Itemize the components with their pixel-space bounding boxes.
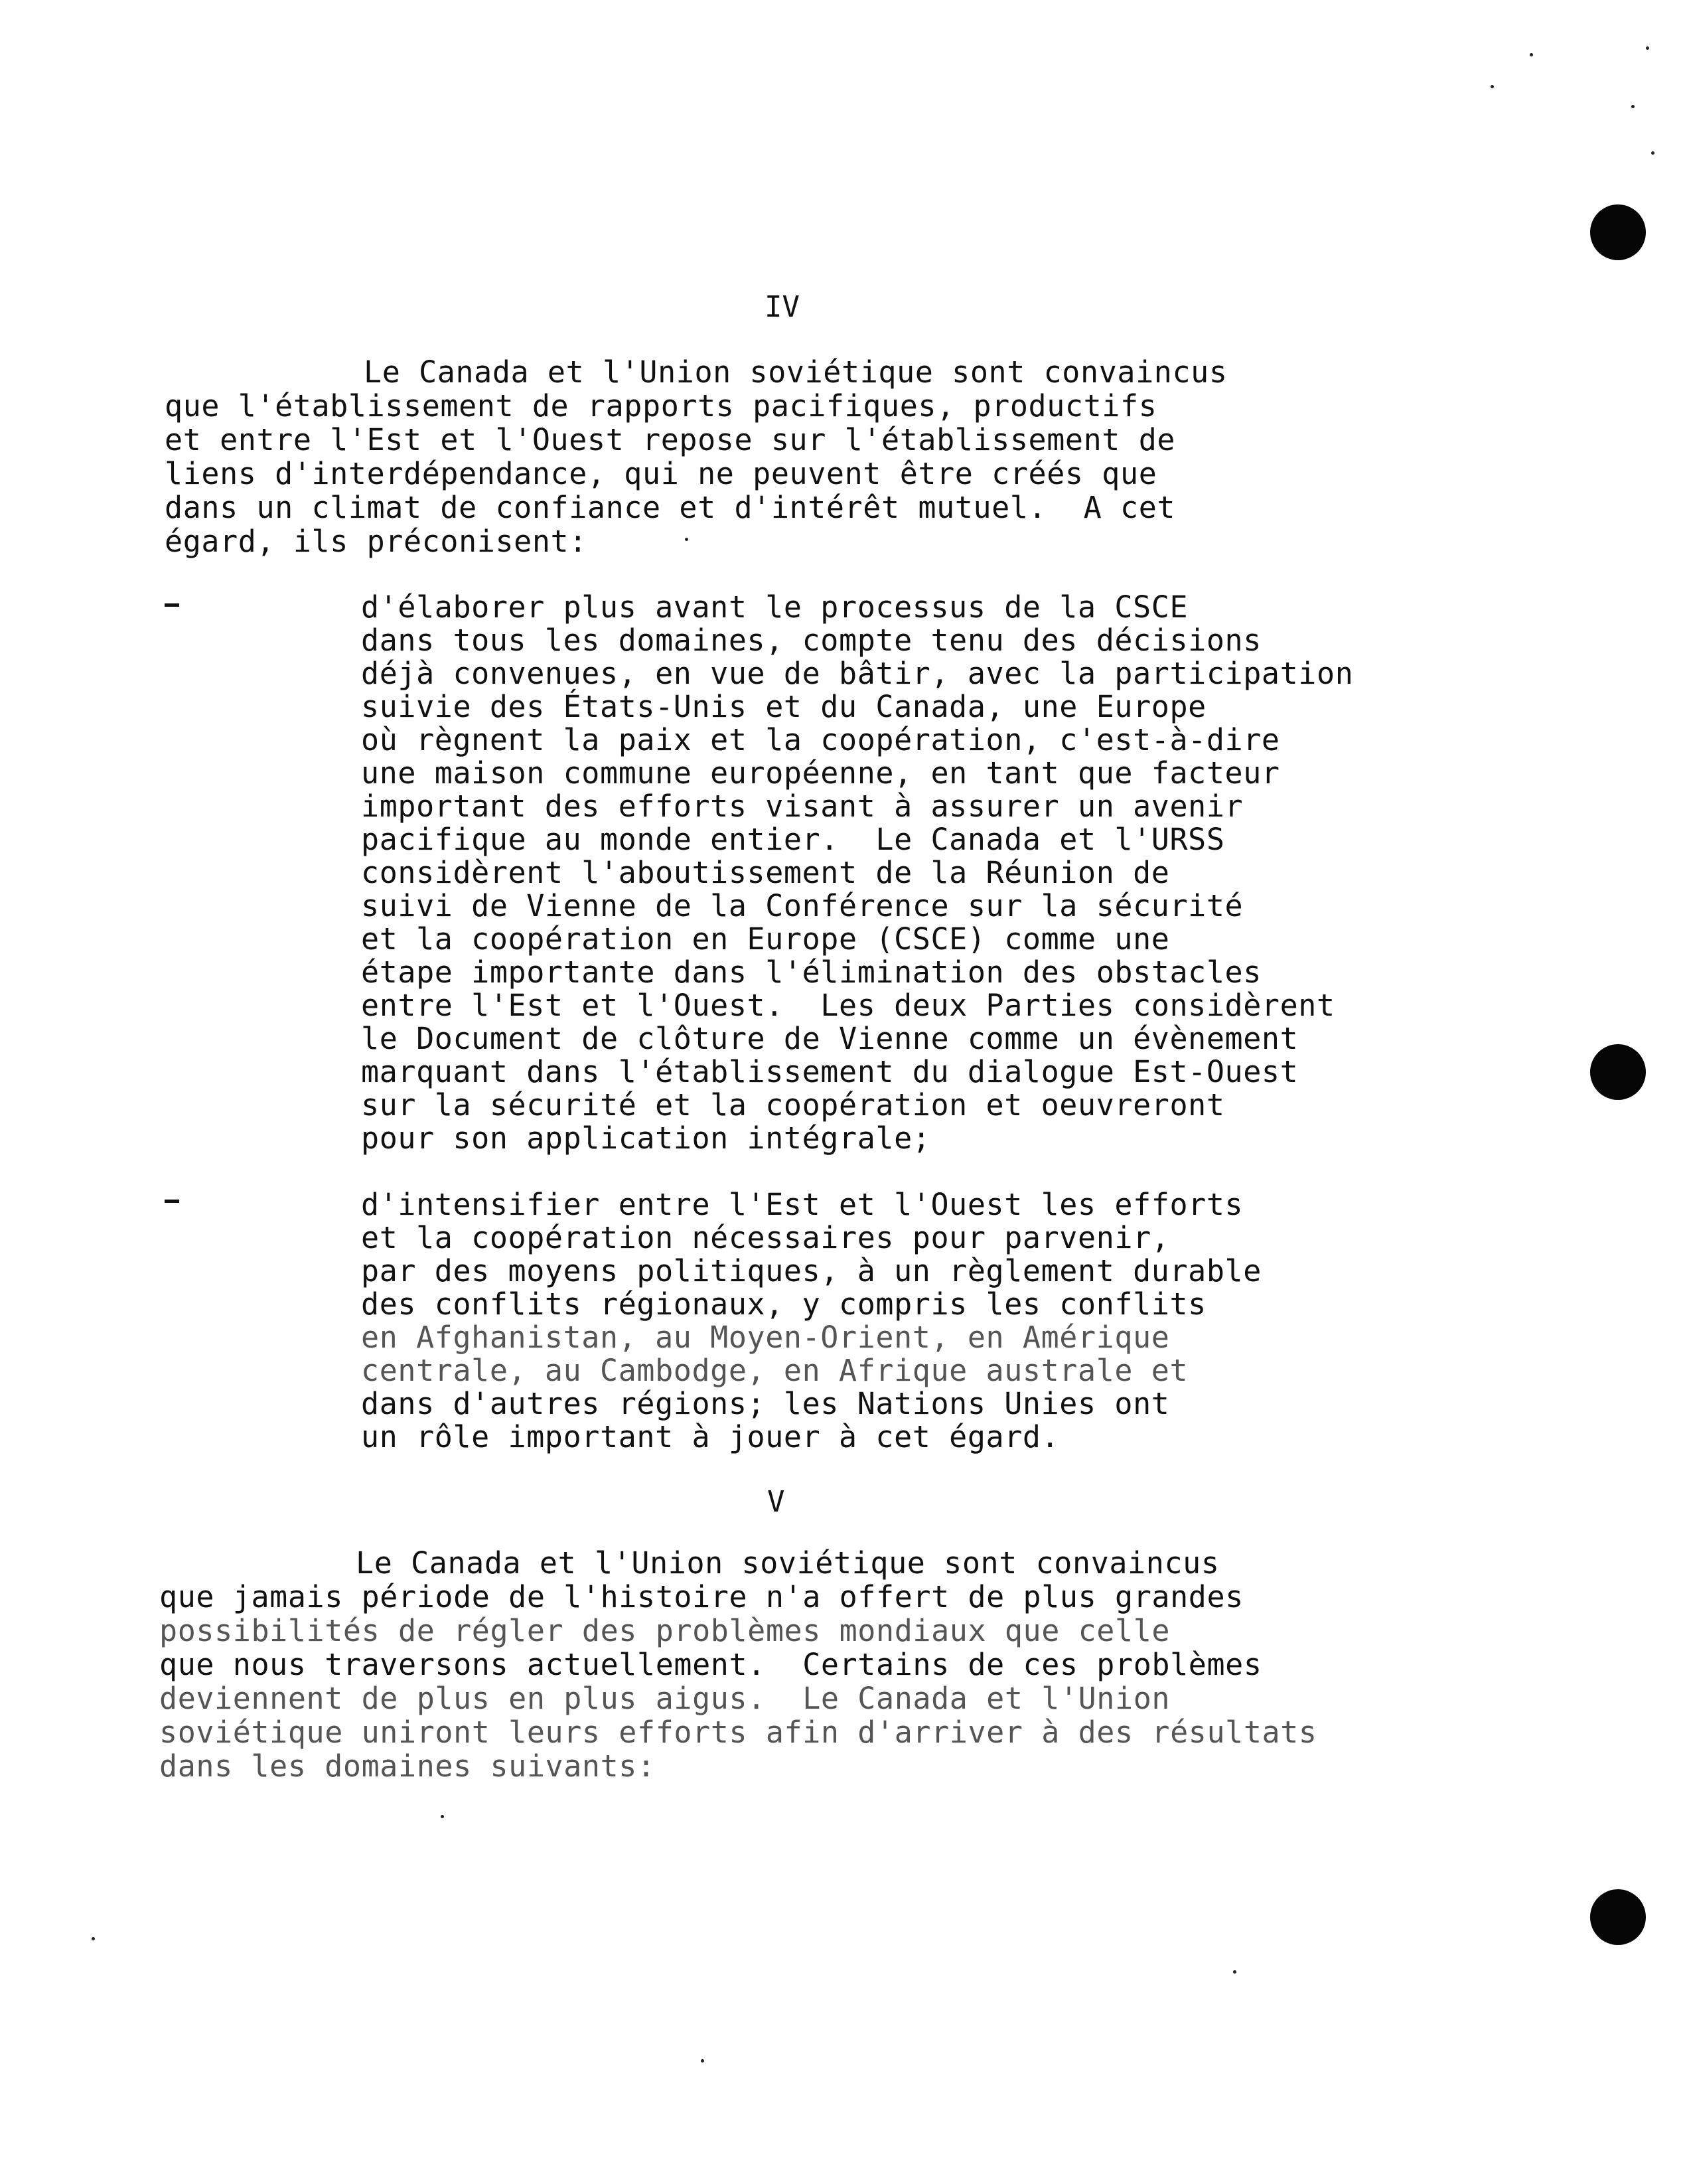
bullet-line: et la coopération en Europe (CSCE) comme une [361,921,1170,957]
scan-speck [685,538,688,541]
bullet-line: marquant dans l'établissement du dialogue Est-Ouest [361,1054,1299,1089]
bullet-line: sur la sécurité et la coopération et oeuvreront [361,1087,1225,1123]
bullet-line: important des efforts visant à assurer un avenir [361,789,1244,824]
bullet-line: le Document de clôture de Vienne comme un évènement [361,1021,1299,1056]
scan-speck [1530,53,1533,56]
bullet-line: centrale, au Cambodge, en Afrique australe et [361,1353,1189,1388]
bullet-dash [165,1200,179,1203]
scan-speck [1651,151,1654,155]
intro-line: et entre l'Est et l'Ouest repose sur l'établissement de [165,422,1176,457]
bullet-line: considèrent l'aboutissement de la Réunion de [361,855,1170,890]
intro-line: Le Canada et l'Union soviétique sont convaincus [356,1545,1220,1581]
intro-line: soviétique uniront leurs efforts afin d'arriver à des résultats [159,1715,1317,1750]
bullet-line: suivi de Vienne de la Conférence sur la sécurité [361,888,1244,923]
scan-speck [1233,1970,1236,1974]
intro-line: que jamais période de l'histoire n'a offert de plus grandes [159,1579,1244,1614]
intro-line: égard, ils préconisent: [165,524,587,559]
intro-line: que l'établissement de rapports pacifiques, productifs [165,388,1157,424]
bullet-line: déjà convenues, en vue de bâtir, avec la participation [361,656,1354,691]
intro-line: possibilités de régler des problèmes mondiaux que celle [159,1613,1171,1648]
bullet-line: en Afghanistan, au Moyen-Orient, en Amérique [361,1320,1170,1355]
bullet-line: dans tous les domaines, compte tenu des décisions [361,623,1262,658]
intro-line: deviennent de plus en plus aigus. Le Canada et l'Union [159,1681,1171,1716]
bullet-line: d'intensifier entre l'Est et l'Ouest les efforts [361,1187,1244,1222]
scan-speck [441,1815,444,1818]
binder-hole-top [1590,204,1646,260]
scan-speck [92,1937,95,1940]
bullet-line: par des moyens politiques, à un règlement durable [361,1253,1262,1288]
intro-line: Le Canada et l'Union soviétique sont convaincus [364,354,1228,390]
binder-hole-middle [1590,1044,1646,1100]
bullet-line: où règnent la paix et la coopération, c'est-à-dire [361,722,1280,757]
scan-speck [1646,46,1649,50]
scan-speck [701,2059,704,2063]
section-v-heading: V [767,1485,785,1519]
binder-hole-bottom [1590,1889,1646,1945]
bullet-line: un rôle important à jouer à cet égard. [361,1419,1060,1454]
intro-line: dans les domaines suivants: [159,1749,656,1784]
bullet-line: et la coopération nécessaires pour parvenir, [361,1220,1170,1255]
intro-line: liens d'interdépendance, qui ne peuvent être créés que [165,456,1157,491]
intro-line: dans un climat de confiance et d'intérêt mutuel. A cet [165,490,1176,525]
intro-line: que nous traversons actuellement. Certains de ces problèmes [159,1647,1262,1682]
bullet-line: étape importante dans l'élimination des obstacles [361,955,1262,990]
bullet-line: pacifique au monde entier. Le Canada et l'URSS [361,822,1225,857]
bullet-dash [165,603,179,607]
scan-speck [1631,105,1635,108]
bullet-line: pour son application intégrale; [361,1121,931,1156]
bullet-line: une maison commune européenne, en tant que facteur [361,755,1280,791]
bullet-line: dans d'autres régions; les Nations Unies ont [361,1386,1170,1421]
bullet-line: suivie des États-Unis et du Canada, une Europe [361,689,1207,724]
section-iv-heading: IV [765,290,800,324]
bullet-line: des conflits régionaux, y compris les conflits [361,1287,1207,1322]
bullet-line: entre l'Est et l'Ouest. Les deux Parties considèrent [361,988,1335,1023]
scan-speck [1491,85,1494,88]
bullet-line: d'élaborer plus avant le processus de la CSCE [361,589,1189,625]
